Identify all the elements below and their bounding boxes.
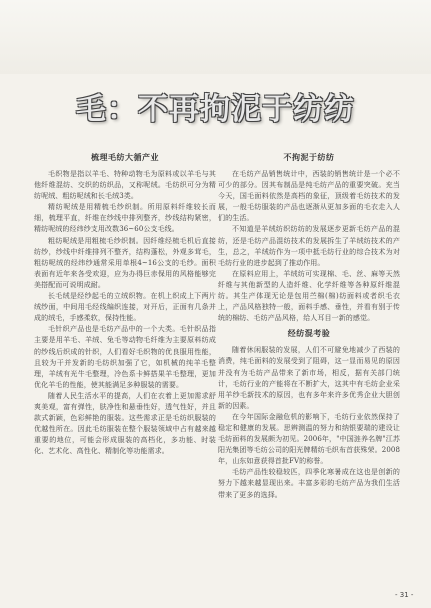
paragraph: 精纺呢绒是用精梳毛纱织制。所用原料纤维较长而细，梳理平直，纤维在纱线中排列整齐，纱线结构紧密，精纺呢绒的经纬纱支用改数36~60公支毛线。	[34, 203, 216, 234]
paragraph: 不知道是羊绒纺织纺纺的发展逐步更新毛纺产品的混纺，还是毛纺产品混纺技术的发展拆生了羊绒纺技术的产生，总之，羊绒纺作为一项中抵毛纺行业的综合技术为对毛纺行业的进步起到了推动作用。	[218, 225, 400, 267]
page-number: - 31 -	[395, 591, 414, 599]
paragraph: 在毛纺产品销售统计中，西装的销售统计是一个必不可少的部分。因其布制品是纯毛纺产品的重要突破。充当今天，国毛面料依然是高档的象征，顶级着毛纺技术的发展，一般毛纺服装的产品也逐渐从更加多面的毛衣走入人们的生活。	[218, 170, 400, 223]
paragraph: 毛纺产品性较稳较匹，四季化寒暑成在这也是创新的努力下越来越显现出来。丰富多彩的毛纺产品为我们生活带来了更多的选择。	[218, 468, 400, 499]
article-title: 毛：不再拘泥于纺纺	[76, 92, 355, 127]
paragraph: 随着人民生活水平的提高，人们在衣着上更加需求舒爽美观，富有弹性，肤净性和悬垂性好，透气性好，并且款式新颖，色彩鲜艳的服装。这些需求正是毛纺织服装的优越性所在。因此毛纺服装在整个服装领域中占有越来越重要的地位，可能会形成服装的高档化，多功能、时装化、艺术化、高性化、精制化等功能需求。	[34, 391, 216, 456]
paragraph: 毛针织产品也是毛纺产品中的一个大类。毛针织品指主要是用羊毛、羊绒、兔毛等动物毛纤维为主要原料纺成的纱线后织成的针织，人们看好毛织物的优良服用性能，且较为干并发新的毛纺织加强了它，如机械的纯羊毛整理，羊绒有光牛毛整理，冷色系卡鲜搭果羊毛整理，更加优化羊毛的性能，使其能满足多种服装的需要。	[34, 325, 216, 389]
section-heading: 梳理毛纺大循产业	[91, 152, 159, 162]
paragraph: 在原料应用上，羊绒纺可实现棉、毛、丝、麻等天然纤维与其他新型的人造纤维、化学纤维等各种原纤维混纺。其生产体现无论是包用苎棉(棉)纺面料或者织毛衣上，产品风格独特一般，面料手感、垂性，并看有别于传统的棉纺、毛纺产品风格，给人耳目一新的感觉。	[218, 269, 400, 323]
right-column	[218, 150, 400, 501]
paragraph: 毛织物是指以羊毛、特种动物毛为原料或以羊毛与其他纤维混纺、交织的纺织品，又称呢绒。毛纺织可分为精纺呢绒、粗纺呢绒和长毛绒3类。	[34, 170, 216, 201]
header-decoration	[0, 0, 431, 74]
section-heading: 经纺混考验	[287, 328, 331, 339]
paragraph: 随着休闲服装的发展，人们不可避免地减少了西装的消费，纯毛面料的发展受到了阻碍，这一显而易见的原因并没有为毛纺产品带来了新市场，相反，据有关部门统计，毛纺行业的产能将在不断扩大，这其中有毛纺企业采用羊纱毛新技术的原因，也有多年来许多优秀企业大胆创新的因素。	[218, 346, 400, 410]
left-column	[34, 150, 216, 457]
paragraph: 在今年国际金融危机的影响下，毛纺行业依然保持了稳定和健康的发展。思辨测温的努力和纳银要瑞的建设让毛纺面料的发展颇为初见。2006年，"中国涟养名牌"江苏阳光集团等毛纺公司的阳光牌精纺毛织布首获殊荣。2008年，山东如意获得首批FV的称誉。	[218, 412, 400, 466]
section-heading: 不拘泥于纺纺	[283, 152, 335, 162]
paragraph: 长毛绒是经纱起毛的立绒织物。在机上织成上下两片绒纱面，中间用毛经线编织连接，对开后，正面有几条并成的绒毛，手感柔软，保持性能。	[34, 292, 216, 323]
paragraph: 粗纺呢绒是用粗梳毛纱织制。因纤维经梳毛机后直接纺纱，纱线中纤维排列不整齐，结构蓬松，外观多茸毛，粗纺呢绒的经纬纱通常采用单根4~16公支的毛纱。面积表面有近年来各受欢迎，应为办得巨赤保用的风格能够完美搭配而可说明成耐。	[34, 236, 216, 289]
